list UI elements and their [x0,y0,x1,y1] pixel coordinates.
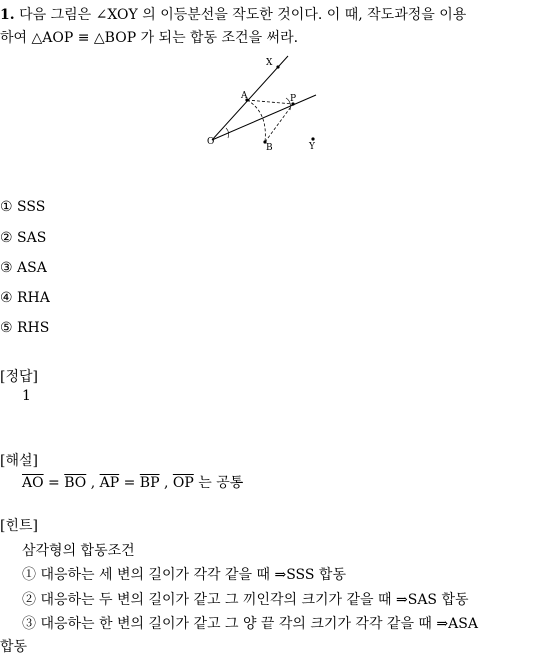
choice-2 [0,230,46,246]
choice-marker: ② [0,230,13,246]
answer-value: 1 [22,388,31,404]
segment-ap-text: $\overline{AP}$ [99,475,120,491]
choice-text: SSS [17,199,46,215]
question-text-1: 다음 그림은 ∠XOY 의 이등분선을 작도한 것이다. 이 때, 작도과정을 이용 [19,7,467,23]
separator: , [86,475,100,491]
segment-bo: $\overline{BO}$ [64,475,87,491]
segment-ao: $\overline{AO}$ [22,475,44,491]
explanation-heading: [해설] [0,453,38,469]
choice-3 [0,260,47,276]
choice-1 [0,199,45,215]
equals: = [43,475,65,491]
label-a: A [241,91,248,101]
choice-5 [0,320,49,336]
segment-bp [265,104,293,142]
choice-text: ASA [17,260,47,276]
choice-text: RHA [17,290,50,306]
choice-marker: ① [0,199,13,215]
label-o: O [207,137,215,147]
segment-ap [247,100,293,104]
hint-heading: [힌트] [0,518,38,534]
angle-bisector-figure [200,50,330,158]
label-b: B [266,143,273,153]
segment-op: $\overline{OP}$ [172,475,194,491]
choice-marker: ⑤ [0,320,13,336]
choice-text: SAS [17,230,47,246]
segment-bp-text: $\overline{BP}$ [139,475,160,491]
explanation-text [22,472,243,492]
question-number: 1. [0,7,15,23]
hint-wrap: 합동 [0,639,28,655]
choice-marker: ③ [0,260,13,276]
choice-marker: ④ [0,290,13,306]
point-x [276,65,279,68]
label-x: X [266,58,273,68]
label-y: Y [309,142,315,152]
choice-text: RHS [17,320,50,336]
label-p: P [290,94,297,104]
point-y [311,137,314,140]
equals: = [119,475,140,491]
ray-ox [212,56,288,140]
question-line-1 [0,4,466,24]
separator: , [159,475,173,491]
hint-item-3: ③ 대응하는 한 변의 길이가 같고 그 양 끝 각의 크기가 각각 같을 때 ⇒ASA [22,616,478,632]
explanation-tail: 는 공통 [193,475,244,491]
hint-title: 삼각형의 합동조건 [22,543,135,559]
question-text-2: 하여 △AOP ≡ △BOP 가 되는 합동 조건을 써라. [0,30,299,46]
hint-item-1: ① 대응하는 세 변의 길이가 각각 같을 때 ⇒SSS 합동 [22,567,346,583]
choice-4 [0,290,50,306]
answer-heading: [정답] [0,369,38,385]
hint-item-2: ② 대응하는 두 변의 길이가 같고 그 끼인각의 크기가 같을 때 ⇒SAS 합동 [22,592,469,608]
